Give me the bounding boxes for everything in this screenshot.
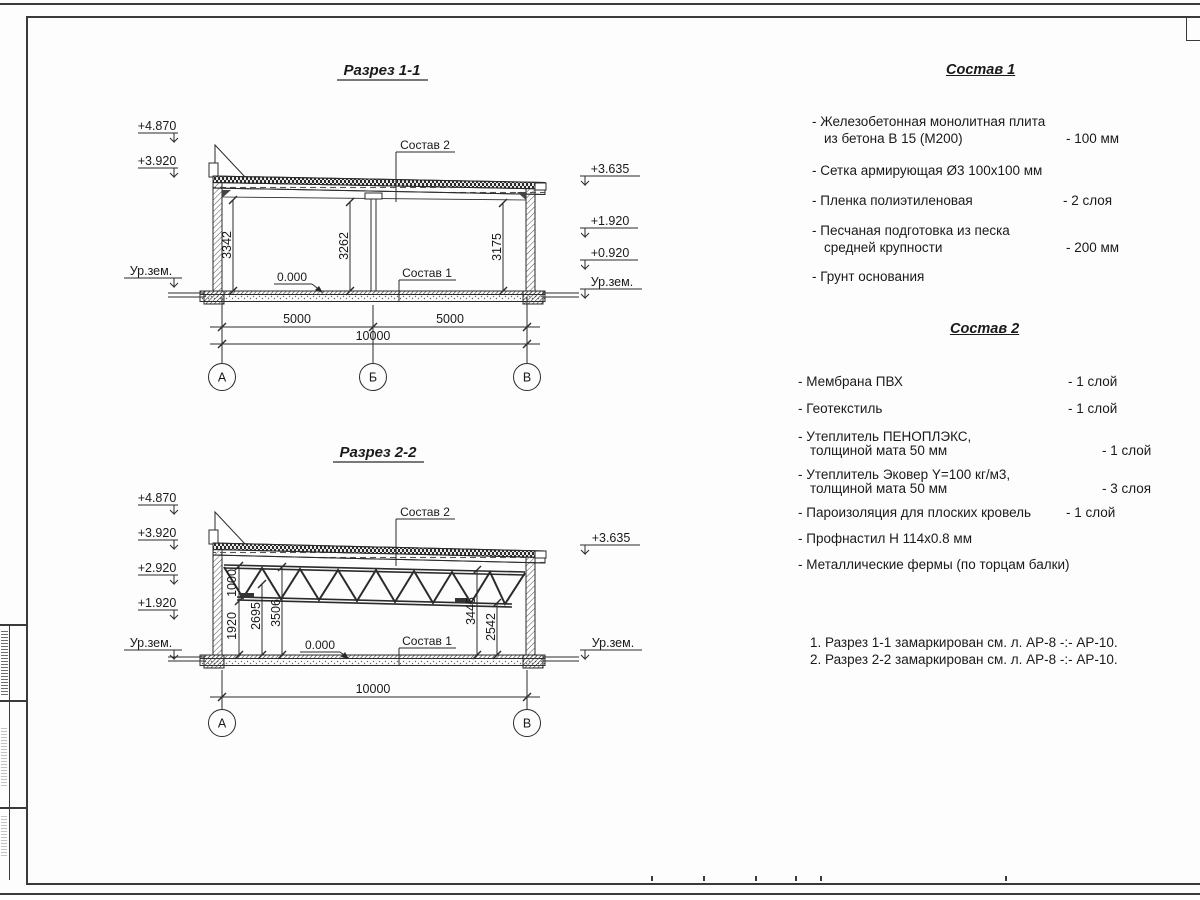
axis-label: А bbox=[217, 370, 227, 385]
spec-item-value: - 1 слой bbox=[1066, 505, 1116, 520]
note-line: 2. Разрез 2-2 замаркирован см. л. АР-8 -:- АР-10. bbox=[810, 652, 1118, 667]
axis-label: В bbox=[522, 370, 532, 385]
section2-callouts bbox=[300, 505, 456, 666]
ground-level-label: Ур.зем. bbox=[129, 264, 173, 278]
elevation-label: +3.635 bbox=[590, 162, 630, 176]
dim-label: 3262 bbox=[337, 232, 351, 260]
dim-label: 2695 bbox=[249, 602, 263, 630]
spec2-title: Состав 2 bbox=[950, 321, 1020, 337]
elevation-label: +3.920 bbox=[137, 526, 177, 540]
dim-label: 2542 bbox=[484, 613, 498, 641]
note-line: 1. Разрез 1-1 замаркирован см. л. АР-8 -:- АР-10. bbox=[810, 635, 1118, 650]
dim-label: 5000 bbox=[436, 312, 464, 326]
section2-vertical-dims-right bbox=[464, 566, 501, 659]
section2-bottom-dims bbox=[209, 670, 541, 737]
spec-item-value: - 100 мм bbox=[1066, 131, 1120, 146]
callout-floor-label: Состав 1 bbox=[402, 634, 452, 648]
elevation-label: +4.870 bbox=[137, 119, 177, 133]
spec-item-text: - Сетка армирующая Ø3 100х100 мм bbox=[812, 163, 1043, 178]
axis-label: В bbox=[522, 716, 532, 731]
section1-elevation-marks-right bbox=[580, 162, 642, 298]
dim-total-label: 10000 bbox=[355, 682, 391, 696]
spec-item-value: - 1 слой bbox=[1102, 443, 1152, 458]
dim-label: 3445 bbox=[464, 597, 478, 625]
callout-roof-label: Состав 2 bbox=[400, 505, 450, 519]
section1-elevation-marks-left bbox=[124, 119, 182, 287]
spec-item-value: - 200 мм bbox=[1066, 240, 1120, 255]
ground-level-label: Ур.зем. bbox=[591, 636, 635, 650]
sheet-notes bbox=[810, 634, 1118, 668]
spec-item-text: - Геотекстиль bbox=[798, 401, 883, 416]
spec-item-text: - Утеплитель Эковер Y=100 кг/м3, bbox=[798, 467, 1011, 482]
callout-floor-label: Состав 1 bbox=[402, 266, 452, 280]
dim-label: 5000 bbox=[283, 312, 311, 326]
spec-item-text: толщиной мата 50 мм bbox=[810, 443, 948, 458]
section-1-1 bbox=[124, 62, 642, 391]
section1-callouts bbox=[274, 138, 456, 301]
spec-item-text: - Песчаная подготовка из песка bbox=[812, 223, 1010, 238]
elevation-label: +0.920 bbox=[590, 246, 630, 260]
ground-level-label: Ур.зем. bbox=[590, 275, 634, 289]
spec-item-value: - 3 слоя bbox=[1102, 481, 1152, 496]
spec-item-text: - Пароизоляция для плоских кровель bbox=[798, 505, 1032, 520]
section1-building bbox=[168, 145, 579, 304]
spec-item-value: - 1 слой bbox=[1068, 401, 1118, 416]
zero-level-label: 0.000 bbox=[304, 638, 336, 652]
section-2-2 bbox=[124, 444, 642, 737]
spec-item-text: - Грунт основания bbox=[812, 269, 925, 284]
spec1-title: Состав 1 bbox=[946, 62, 1016, 78]
dim-total-label: 10000 bbox=[355, 329, 391, 343]
elevation-label: +3.920 bbox=[137, 154, 177, 168]
elevation-label: +4.870 bbox=[137, 491, 177, 505]
dim-label: 3506 bbox=[269, 599, 283, 627]
section2-elevation-marks-left bbox=[124, 491, 182, 659]
section2-title: Разрез 2-2 bbox=[339, 444, 417, 461]
elevation-label: +1.920 bbox=[590, 214, 630, 228]
elevation-label: +3.635 bbox=[591, 531, 631, 545]
axis-label: А bbox=[217, 716, 227, 731]
dim-label: 1920 bbox=[225, 612, 239, 640]
axis-label: Б bbox=[368, 370, 378, 385]
elevation-label: +1.920 bbox=[137, 596, 177, 610]
section1-title: Разрез 1-1 bbox=[343, 62, 421, 79]
section2-elevation-marks-right bbox=[580, 531, 642, 659]
spec-item-text: из бетона В 15 (М200) bbox=[824, 131, 963, 146]
spec-item-value: - 1 слой bbox=[1068, 374, 1118, 389]
dim-label: 3175 bbox=[490, 233, 504, 261]
spec-item-text: толщиной мата 50 мм bbox=[810, 481, 948, 496]
section1-bottom-dims bbox=[209, 297, 541, 391]
spec-item-text: - Мембрана ПВХ bbox=[798, 374, 903, 389]
section1-vertical-dims bbox=[220, 196, 507, 295]
dim-label: 3342 bbox=[220, 231, 234, 259]
spec-item-text: - Профнастил Н 114х0.8 мм bbox=[798, 531, 972, 546]
spec-item-text: - Пленка полиэтиленовая bbox=[812, 193, 973, 208]
spec-item-text: - Металлические фермы (по торцам балки) bbox=[798, 557, 1070, 572]
spec-item-value: - 2 слоя bbox=[1063, 193, 1113, 208]
spec-item-text: - Железобетонная монолитная плита bbox=[812, 114, 1046, 129]
elevation-label: +2.920 bbox=[137, 561, 177, 575]
spec-item-text: средней крупности bbox=[824, 240, 943, 255]
callout-roof-label: Состав 2 bbox=[400, 138, 450, 152]
ground-level-label: Ур.зем. bbox=[129, 636, 173, 650]
spec-item-text: - Утеплитель ПЕНОПЛЭКС, bbox=[798, 429, 972, 444]
zero-level-label: 0.000 bbox=[276, 270, 308, 284]
dim-label: 1000 bbox=[225, 569, 239, 597]
